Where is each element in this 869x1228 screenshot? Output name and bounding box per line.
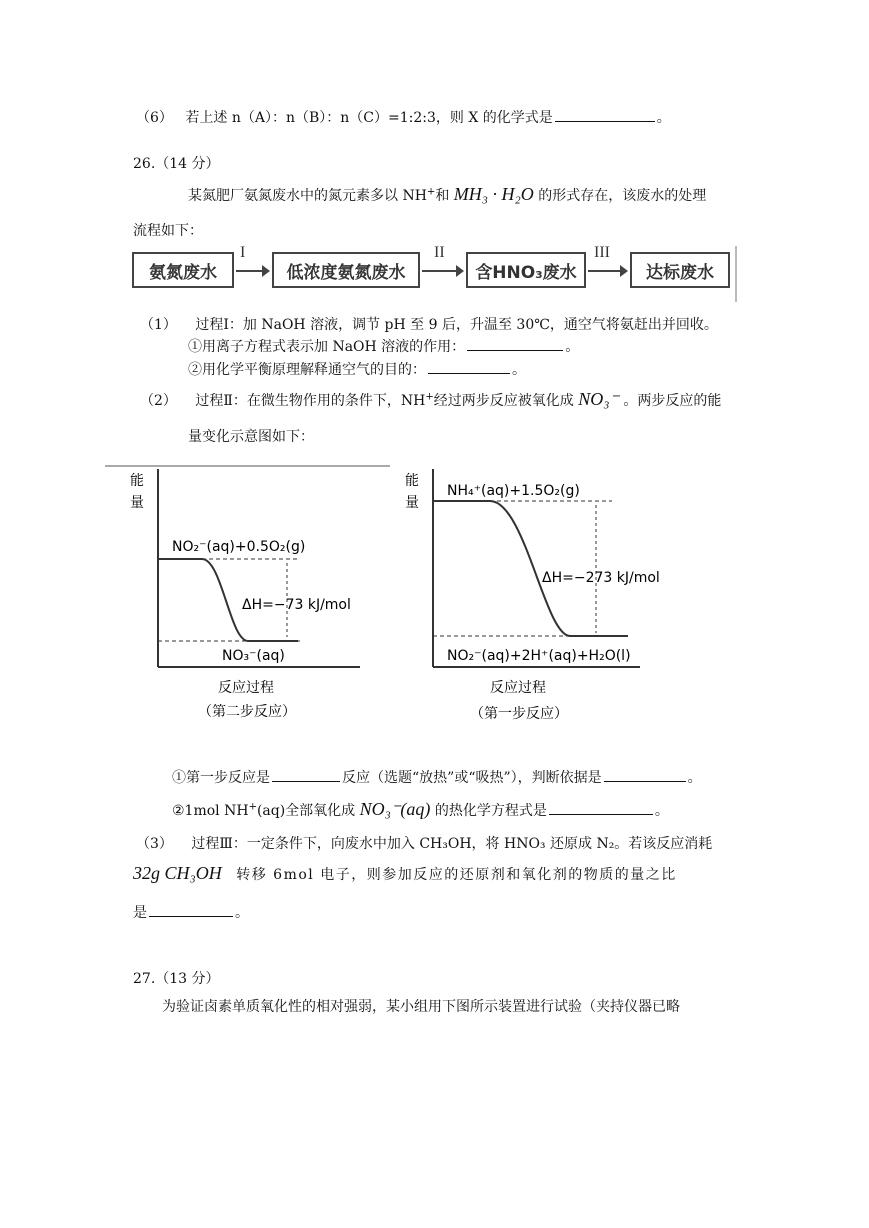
q2b-formula: NO₃⁻(aq) xyxy=(359,799,431,819)
p1-number: （1） xyxy=(140,317,177,333)
q26-intro xyxy=(188,184,706,205)
q6-answer-blank[interactable] xyxy=(555,107,655,122)
left-top-species: NO₂⁻(aq)+0.5O₂(g) xyxy=(172,539,306,555)
p1a-text: ①用离子方程式表示加 NaOH 溶液的作用： xyxy=(188,339,466,355)
q2b-text-b: (aq)全部氧化成 xyxy=(256,803,356,819)
q26-heading: 26.（14 分） xyxy=(133,156,220,172)
flow-step-1: I xyxy=(240,244,246,261)
p1b-end: 。 xyxy=(512,362,526,378)
q6-end: 。 xyxy=(656,110,671,126)
nh4-charge-2: + xyxy=(425,391,434,403)
p2-text-c: 。两步反应的能 xyxy=(623,393,722,409)
p2-line2: 量变化示意图如下： xyxy=(188,429,314,445)
p1b-text: ②用化学平衡原理解释通空气的目的： xyxy=(188,362,426,378)
q6-text: 若上述 n（A）：n（B）：n（C）=1:2:3，则 X 的化学式是 xyxy=(185,110,553,126)
flow-arrow-2 xyxy=(422,270,462,272)
p2-text-b: 经过两步反应被氧化成 xyxy=(433,393,574,409)
p3-end: 。 xyxy=(235,905,249,921)
q2b-line xyxy=(172,799,669,820)
p3-line2 xyxy=(133,863,677,884)
p3-text-3: 是 xyxy=(133,905,147,921)
right-xlabel: 反应过程 xyxy=(490,680,546,696)
flow-box-3: 含HNO₃废水 xyxy=(466,252,586,288)
p1a-line xyxy=(188,336,579,356)
process-flowchart xyxy=(128,246,738,302)
p1-text: 过程Ⅰ：加 NaOH 溶液，调节 pH 至 9 后，升温至 30℃，通空气将氨赶出并回收。 xyxy=(195,317,718,333)
right-energy-curve xyxy=(433,501,628,636)
q2a-text-b: 反应（选题“放热”或“吸热”），判断依据是 xyxy=(342,770,602,786)
q2b-answer-blank[interactable] xyxy=(549,800,653,815)
p1b-line xyxy=(188,359,526,379)
q2a-text-a: ①第一步反应是 xyxy=(172,770,270,786)
p3-text: 过程Ⅲ：一定条件下，向废水中加入 CH₃OH，将 HNO₃ 还原成 N₂。若该反应消耗 xyxy=(191,836,713,852)
q27-heading: 27.（13 分） xyxy=(133,971,220,987)
right-top-species: NH₄⁺(aq)+1.5O₂(g) xyxy=(447,483,580,499)
right-dh-label: ΔH=−273 kJ/mol xyxy=(542,570,660,586)
q6-line xyxy=(136,107,671,127)
right-bottom-species: NO₂⁻(aq)+2H⁺(aq)+H₂O(l) xyxy=(447,648,631,664)
nh4-charge: + xyxy=(426,186,436,198)
q27-text: 为验证卤素单质氧化性的相对强弱，某小组用下图所示装置进行试验（夹持仪器已略 xyxy=(162,999,680,1015)
q26-intro-c: 的形式存在，该废水的处理 xyxy=(538,188,707,204)
q2b-end: 。 xyxy=(654,803,669,819)
nh4-charge-3: + xyxy=(248,801,257,813)
p3-text-2: 转移 6mol 电子，则参加反应的还原剂和氧化剂的物质的量之比 xyxy=(236,867,677,883)
left-caption: （第二步反应） xyxy=(198,704,296,720)
flow-step-3: III xyxy=(594,244,610,261)
left-dh-label: ΔH=−73 kJ/mol xyxy=(242,597,351,613)
flow-arrow-1 xyxy=(236,270,268,272)
p3-line3 xyxy=(133,902,249,922)
flow-step-2: II xyxy=(434,244,445,261)
diagram-second-step xyxy=(130,469,360,720)
q2a-blank-1[interactable] xyxy=(272,767,340,782)
p1a-answer-blank[interactable] xyxy=(467,336,563,351)
q2a-end: 。 xyxy=(687,770,702,786)
p1b-answer-blank[interactable] xyxy=(428,359,510,374)
q2b-text-c: 的热化学方程式是 xyxy=(434,803,547,819)
p2-formula: NO₃⁻ xyxy=(578,389,619,409)
left-xlabel: 反应过程 xyxy=(218,680,274,696)
q26-intro-line2: 流程如下： xyxy=(133,223,203,239)
right-caption: （第一步反应） xyxy=(470,706,568,722)
p1-line xyxy=(140,314,718,334)
p3-answer-blank[interactable] xyxy=(149,902,233,917)
flow-box-2: 低浓度氨氮废水 xyxy=(272,252,420,288)
q26-intro-a: 某氮肥厂氨氮废水中的氮元素多以 NH xyxy=(188,188,427,204)
right-ylabel-2: 量 xyxy=(405,495,419,511)
p3-formula: 32g CH₃OH xyxy=(133,863,222,883)
p2-text-a: 过程Ⅱ：在微生物作用的条件下，NH xyxy=(195,393,426,409)
q26-intro-formula: MH₃ · H₂O xyxy=(453,184,534,204)
left-ylabel-1: 能 xyxy=(130,473,144,489)
diagram-first-step xyxy=(405,469,660,722)
flow-arrow-3 xyxy=(588,270,626,272)
energy-diagrams xyxy=(0,455,869,755)
p2-line xyxy=(140,389,721,410)
p1a-end: 。 xyxy=(565,339,580,355)
q6-number: （6） xyxy=(136,110,173,126)
left-ylabel-2: 量 xyxy=(130,495,144,511)
p2-number: （2） xyxy=(140,393,177,409)
p3-number: （3） xyxy=(136,836,173,852)
left-bottom-species: NO₃⁻(aq) xyxy=(222,648,285,664)
q2a-line xyxy=(172,767,702,787)
q2b-text-a: ②1mol NH xyxy=(172,803,249,819)
flow-box-4: 达标废水 xyxy=(630,252,730,288)
q26-intro-b: 和 xyxy=(435,188,450,204)
flow-edge-line xyxy=(735,246,737,302)
right-ylabel-1: 能 xyxy=(405,473,419,489)
p3-line xyxy=(136,833,712,853)
q2a-blank-2[interactable] xyxy=(604,767,686,782)
flow-box-1: 氨氮废水 xyxy=(132,252,234,288)
